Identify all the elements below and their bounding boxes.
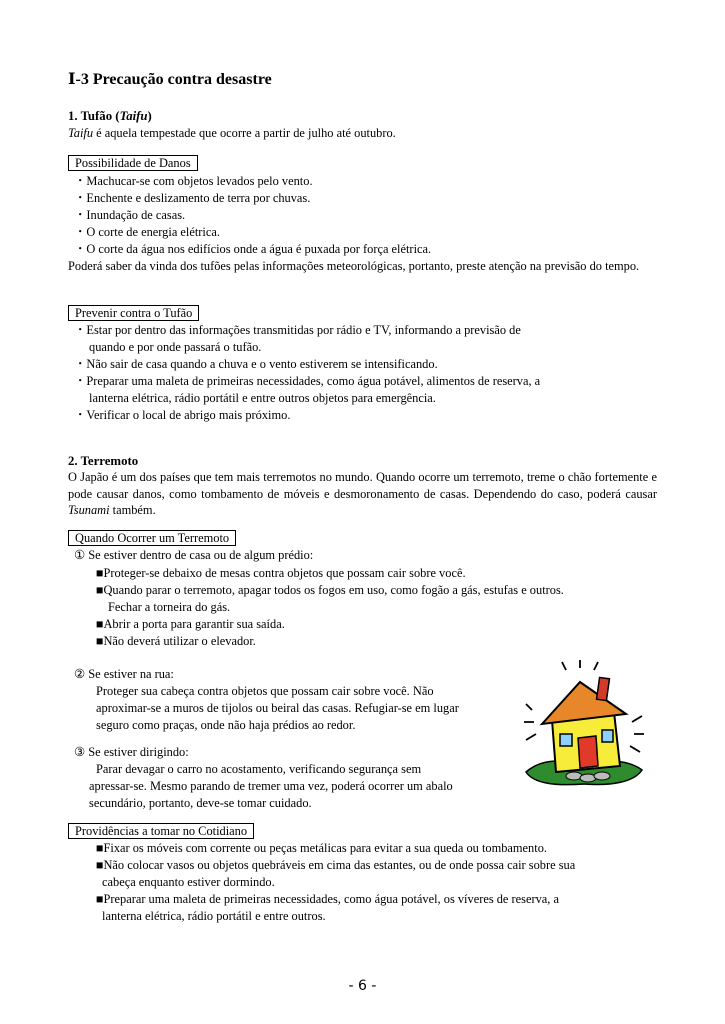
page-number: - 6 -: [348, 978, 377, 994]
case-driving-title: ③ Se estiver dirigindo:: [74, 745, 189, 759]
section-heading-typhoon: 1. Tufão (Taifu): [68, 109, 152, 123]
section-heading-earthquake: 2. Terremoto: [68, 454, 139, 468]
prevent-item: ・Não sair de casa quando a chuva e o vento estiverem se intensificando.: [74, 357, 438, 371]
indoor-item: ■Quando parar o terremoto, apagar todos os fogos em uso, como fogão a gás, estufas e outros.: [96, 583, 564, 597]
forecast-note: Poderá saber da vinda dos tufões pelas informações meteorológicas, portanto, preste atenção na previsão do tempo.: [68, 259, 640, 273]
earthquake-box-label: Quando Ocorrer um Terremoto: [68, 530, 236, 546]
prevent-item: lanterna elétrica, rádio portátil e entre outros objetos para emergência.: [89, 391, 436, 405]
daily-item: ■Não colocar vasos ou objetos quebráveis em cima das estantes, ou de onde possa cair sobre sua: [96, 858, 576, 872]
page-title: Ⅰ-3 Precaução contra desastre: [68, 71, 272, 88]
prevent-item: quando e por onde passará o tufão.: [89, 340, 262, 354]
prevent-box-label: Prevenir contra o Tufão: [68, 305, 199, 321]
indoor-item: Fechar a torneira do gás.: [108, 600, 231, 614]
damage-box-label: Possibilidade de Danos: [68, 155, 198, 171]
indoor-item: ■Abrir a porta para garantir sua saída.: [96, 617, 285, 631]
damage-item: ・Inundação de casas.: [74, 208, 186, 222]
earthquake-intro: O Japão é um dos países que tem mais terremotos no mundo. Quando ocorre um terremoto, treme o chão fortemente e pode causar danos, como tombamento de móveis e desmoronamento de casas. Dependendo do caso, poderá causar Tsunami também.: [68, 470, 657, 517]
prevent-item: ・Estar por dentro das informações transmitidas por rádio e TV, informando a previsão de: [74, 323, 521, 337]
damage-item: ・Enchente e deslizamento de terra por chuvas.: [74, 191, 311, 205]
daily-item: cabeça enquanto estiver dormindo.: [102, 875, 275, 889]
indoor-item: ■Não deverá utilizar o elevador.: [96, 634, 256, 648]
daily-item: ■Fixar os móveis com corrente ou peças metálicas para evitar a sua queda ou tombamento.: [96, 841, 547, 855]
street-line: aproximar-se a muros de tijolos ou beiral das casas. Refugiar-se em lugar: [96, 701, 459, 715]
damage-item: ・O corte da água nos edifícios onde a água é puxada por força elétrica.: [74, 242, 432, 256]
typhoon-intro: Taifu é aquela tempestade que ocorre a partir de julho até outubro.: [68, 126, 396, 140]
prevent-item: ・Verificar o local de abrigo mais próximo.: [74, 408, 291, 422]
driving-line: secundário, portanto, deve-se tomar cuidado.: [89, 796, 312, 810]
indoor-item: ■Proteger-se debaixo de mesas contra objetos que possam cair sobre você.: [96, 566, 466, 580]
daily-item: lanterna elétrica, rádio portátil e entre outros.: [102, 909, 326, 923]
shaking-house-illustration: [522, 660, 646, 790]
damage-item: ・Machucar-se com objetos levados pelo vento.: [74, 174, 313, 188]
damage-item: ・O corte de energia elétrica.: [74, 225, 220, 239]
case-street-title: ② Se estiver na rua:: [74, 667, 174, 681]
driving-line: apressar-se. Mesmo parando de tremer uma vez, poderá ocorrer um abalo: [89, 779, 453, 793]
case-indoor-title: ① Se estiver dentro de casa ou de algum prédio:: [74, 548, 314, 562]
prevent-item: ・Preparar uma maleta de primeiras necessidades, como água potável, alimentos de reserva, a: [74, 374, 541, 388]
daily-box-label: Providências a tomar no Cotidiano: [68, 823, 254, 839]
daily-item: ■Preparar uma maleta de primeiras necessidades, como água potável, os víveres de reserva, a: [96, 892, 559, 906]
street-line: seguro como praças, onde não haja prédios ao redor.: [96, 718, 356, 732]
street-line: Proteger sua cabeça contra objetos que possam cair sobre você. Não: [96, 684, 434, 698]
driving-line: Parar devagar o carro no acostamento, verificando segurança sem: [96, 762, 422, 776]
